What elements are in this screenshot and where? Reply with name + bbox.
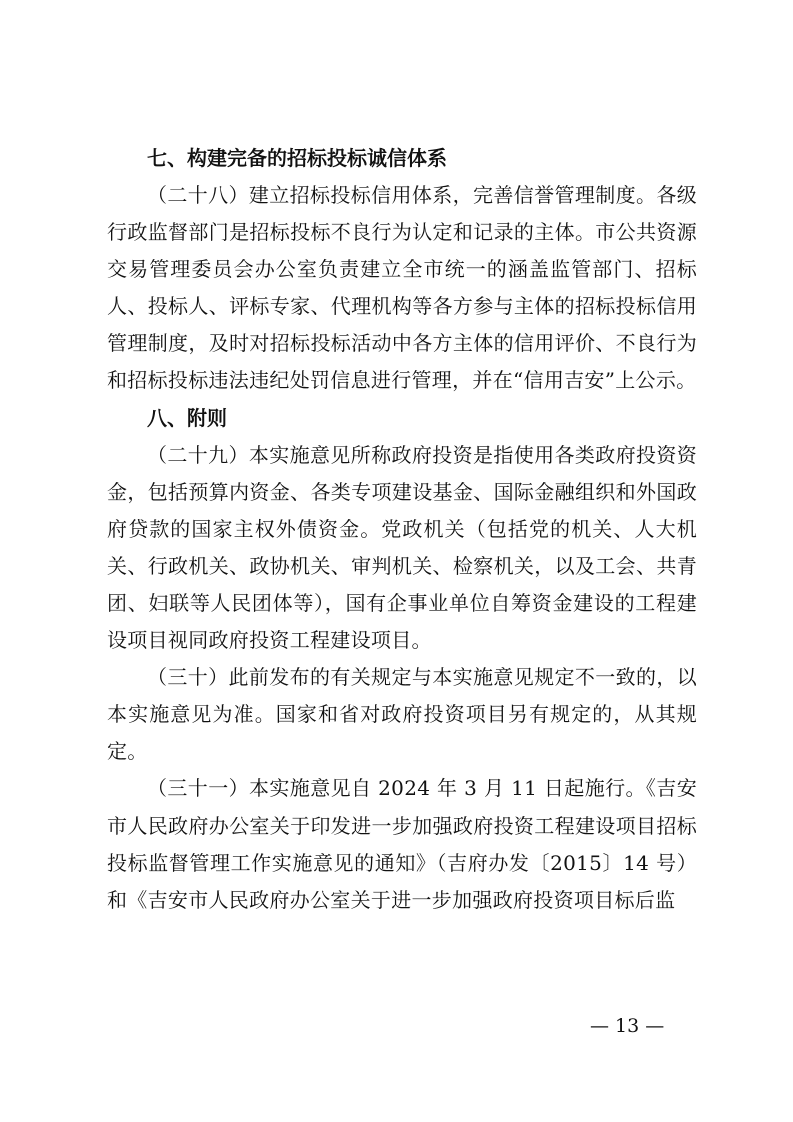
page-number: — 13 —	[590, 1015, 665, 1037]
section-heading-8: 八、附则	[147, 405, 227, 430]
paragraph-30: （三十）此前发布的有关规定与本实施意见规定不一致的，以本实施意见为准。国家和省对政府投资项目另有规定的，从其规定。	[107, 665, 697, 764]
paragraph-31: （三十一）本实施意见自 2024 年 3 月 11 日起施行。《吉安市人民政府办公室关于印发进一步加强政府投资工程建设项目招标投标监督管理工作实施意见的通知》（吉府办发〔2015〕14 号）和《吉安市人民政府办公室关于进一步加强政府投资项目标后监	[107, 776, 697, 912]
section-heading-7: 七、构建完备的招标投标诚信体系	[147, 146, 447, 170]
document-body	[107, 140, 697, 919]
paragraph-28: （二十八）建立招标投标信用体系，完善信誉管理制度。各级行政监督部门是招标投标不良行为认定和记录的主体。市公共资源交易管理委员会办公室负责建立全市统一的涵盖监管部门、招标人、投标人、评标专家、代理机构等各方参与主体的招标投标信用管理制度，及时对招标投标活动中各方主体的信用评价、不良行为和招标投标违法违纪处罚信息进行管理，并在“信用吉安”上公示。	[107, 183, 697, 393]
paragraph-29: （二十九）本实施意见所称政府投资是指使用各类政府投资资金，包括预算内资金、各类专项建设基金、国际金融组织和外国政府贷款的国家主权外债资金。党政机关（包括党的机关、人大机关、行政机关、政协机关、审判机关、检察机关，以及工会、共青团、妇联等人民团体等），国有企事业单位自筹资金建设的工程建设项目视同政府投资工程建设项目。	[107, 442, 697, 653]
